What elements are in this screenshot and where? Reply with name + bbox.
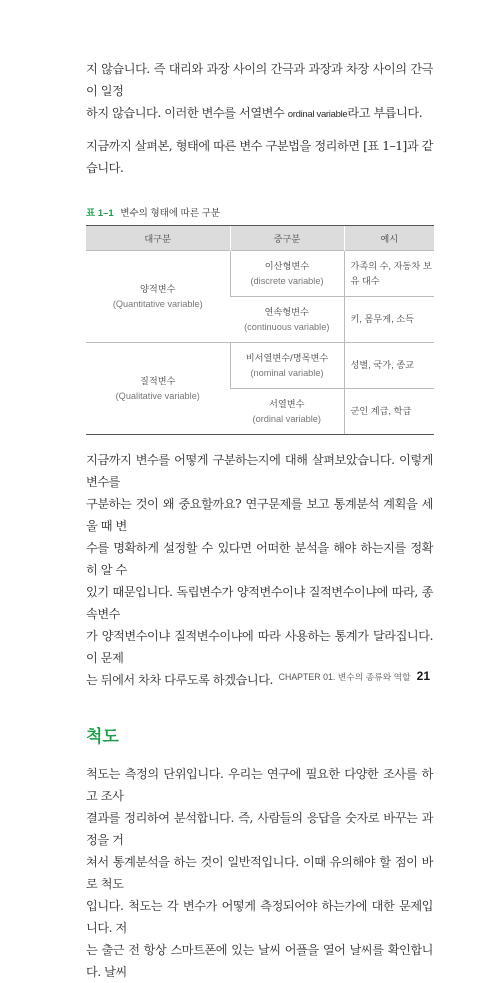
- text-line: 지 않습니다. 즉 대리와 과장 사이의 간극과 과장과 차장 사이의 간극이 일정: [86, 62, 433, 98]
- table-number: 표 1–1: [86, 208, 114, 219]
- sub-category-en: (discrete variable): [250, 275, 324, 286]
- sub-category-cell: [230, 389, 344, 435]
- sub-category-ko: 연속형변수: [264, 306, 309, 317]
- table-header-row: [86, 226, 434, 251]
- table-row: [86, 251, 434, 297]
- section-heading: 척도: [86, 727, 119, 747]
- example-cell: 군인 계급, 학급: [344, 389, 434, 435]
- table-row: [86, 343, 434, 389]
- sub-category-cell: [230, 297, 344, 343]
- text-line: 쳐서 통계분석을 하는 것이 일반적입니다. 이때 유의해야 할 점이 바로 척도: [86, 855, 433, 891]
- sub-category-cell: [230, 343, 344, 389]
- summary-paragraph: [86, 135, 433, 179]
- text-line: 하지 않습니다. 이러한 변수를 서열변수: [86, 106, 285, 120]
- major-category-cell: [86, 251, 230, 343]
- text-line: 척도는 측정의 단위입니다. 우리는 연구에 필요한 다양한 조사를 하고 조사: [86, 767, 433, 803]
- example-cell: 성별, 국가, 종교: [344, 343, 434, 389]
- page-number: 21: [416, 669, 430, 683]
- header-middle: 중구분: [230, 226, 344, 251]
- section-paragraph: [86, 763, 433, 983]
- table-caption: [86, 205, 433, 219]
- text-line: 결과를 정리하여 분석합니다. 즉, 사람들의 응답을 숫자로 바꾸는 과정을 거: [86, 811, 433, 847]
- header-major: 대구분: [86, 226, 230, 251]
- major-category-en: (Quantitative variable): [112, 298, 203, 309]
- text-line: 는 출근 전 항상 스마트폰에 있는 날씨 어플을 열어 날씨를 확인합니다. 날씨: [86, 943, 433, 979]
- example-cell: 가족의 수, 자동차 보유 대수: [344, 251, 434, 297]
- major-category-ko: 양적변수: [139, 283, 176, 294]
- text-line: 라고 부릅니다.: [347, 106, 423, 120]
- text-line: 구분하는 것이 왜 중요할까요? 연구문제를 보고 통계분석 계획을 세울 때 변: [86, 497, 433, 533]
- text-line: 입니다. 척도는 각 변수가 어떻게 측정되어야 하는가에 대한 문제입니다. 저: [86, 899, 433, 935]
- sub-category-en: (nominal variable): [250, 367, 324, 378]
- major-category-en: (Qualitative variable): [115, 390, 200, 401]
- text-line: 가 양적변수이냐 질적변수이냐에 따라 사용하는 통계가 달라집니다. 이 문제: [86, 629, 433, 665]
- major-category-ko: 질적변수: [139, 375, 176, 386]
- header-example: 예시: [344, 226, 434, 251]
- sub-category-en: (continuous variable): [244, 321, 330, 332]
- text-line: 있기 때문입니다. 독립변수가 양적변수이냐 질적변수이냐에 따라, 종속변수: [86, 585, 433, 621]
- text-line: 는 뒤에서 차차 다루도록 하겠습니다.: [86, 673, 273, 687]
- intro-paragraph: [86, 58, 433, 126]
- page-content: [86, 58, 433, 983]
- sub-category-en: (ordinal variable): [252, 413, 321, 424]
- chapter-label: CHAPTER 01. 변수의 종류와 역할: [278, 672, 411, 682]
- text-line: 수를 명확하게 설정할 수 있다면 어떠한 분석을 해야 하는지를 정확히 알 수: [86, 541, 433, 577]
- variable-type-table: [86, 225, 434, 435]
- sub-category-ko: 비서열변수/명목변수: [245, 352, 329, 363]
- page-footer: [279, 669, 430, 683]
- sub-category-cell: [230, 251, 344, 297]
- major-category-cell: [86, 343, 230, 435]
- text-line: 지금까지 변수를 어떻게 구분하는지에 대해 살펴보았습니다. 이렇게 변수를: [86, 453, 433, 489]
- term-english: ordinal variable: [287, 109, 348, 120]
- table-title: 변수의 형태에 따른 구분: [120, 208, 221, 219]
- example-cell: 키, 몸무게, 소득: [344, 297, 434, 343]
- explanation-paragraph: [86, 449, 433, 691]
- text-line: 지금까지 살펴본, 형태에 따른 변수 구분법을 정리하면 [표 1–1]과 같습니다.: [86, 139, 433, 175]
- sub-category-ko: 서열변수: [268, 398, 305, 409]
- sub-category-ko: 이산형변수: [264, 260, 310, 271]
